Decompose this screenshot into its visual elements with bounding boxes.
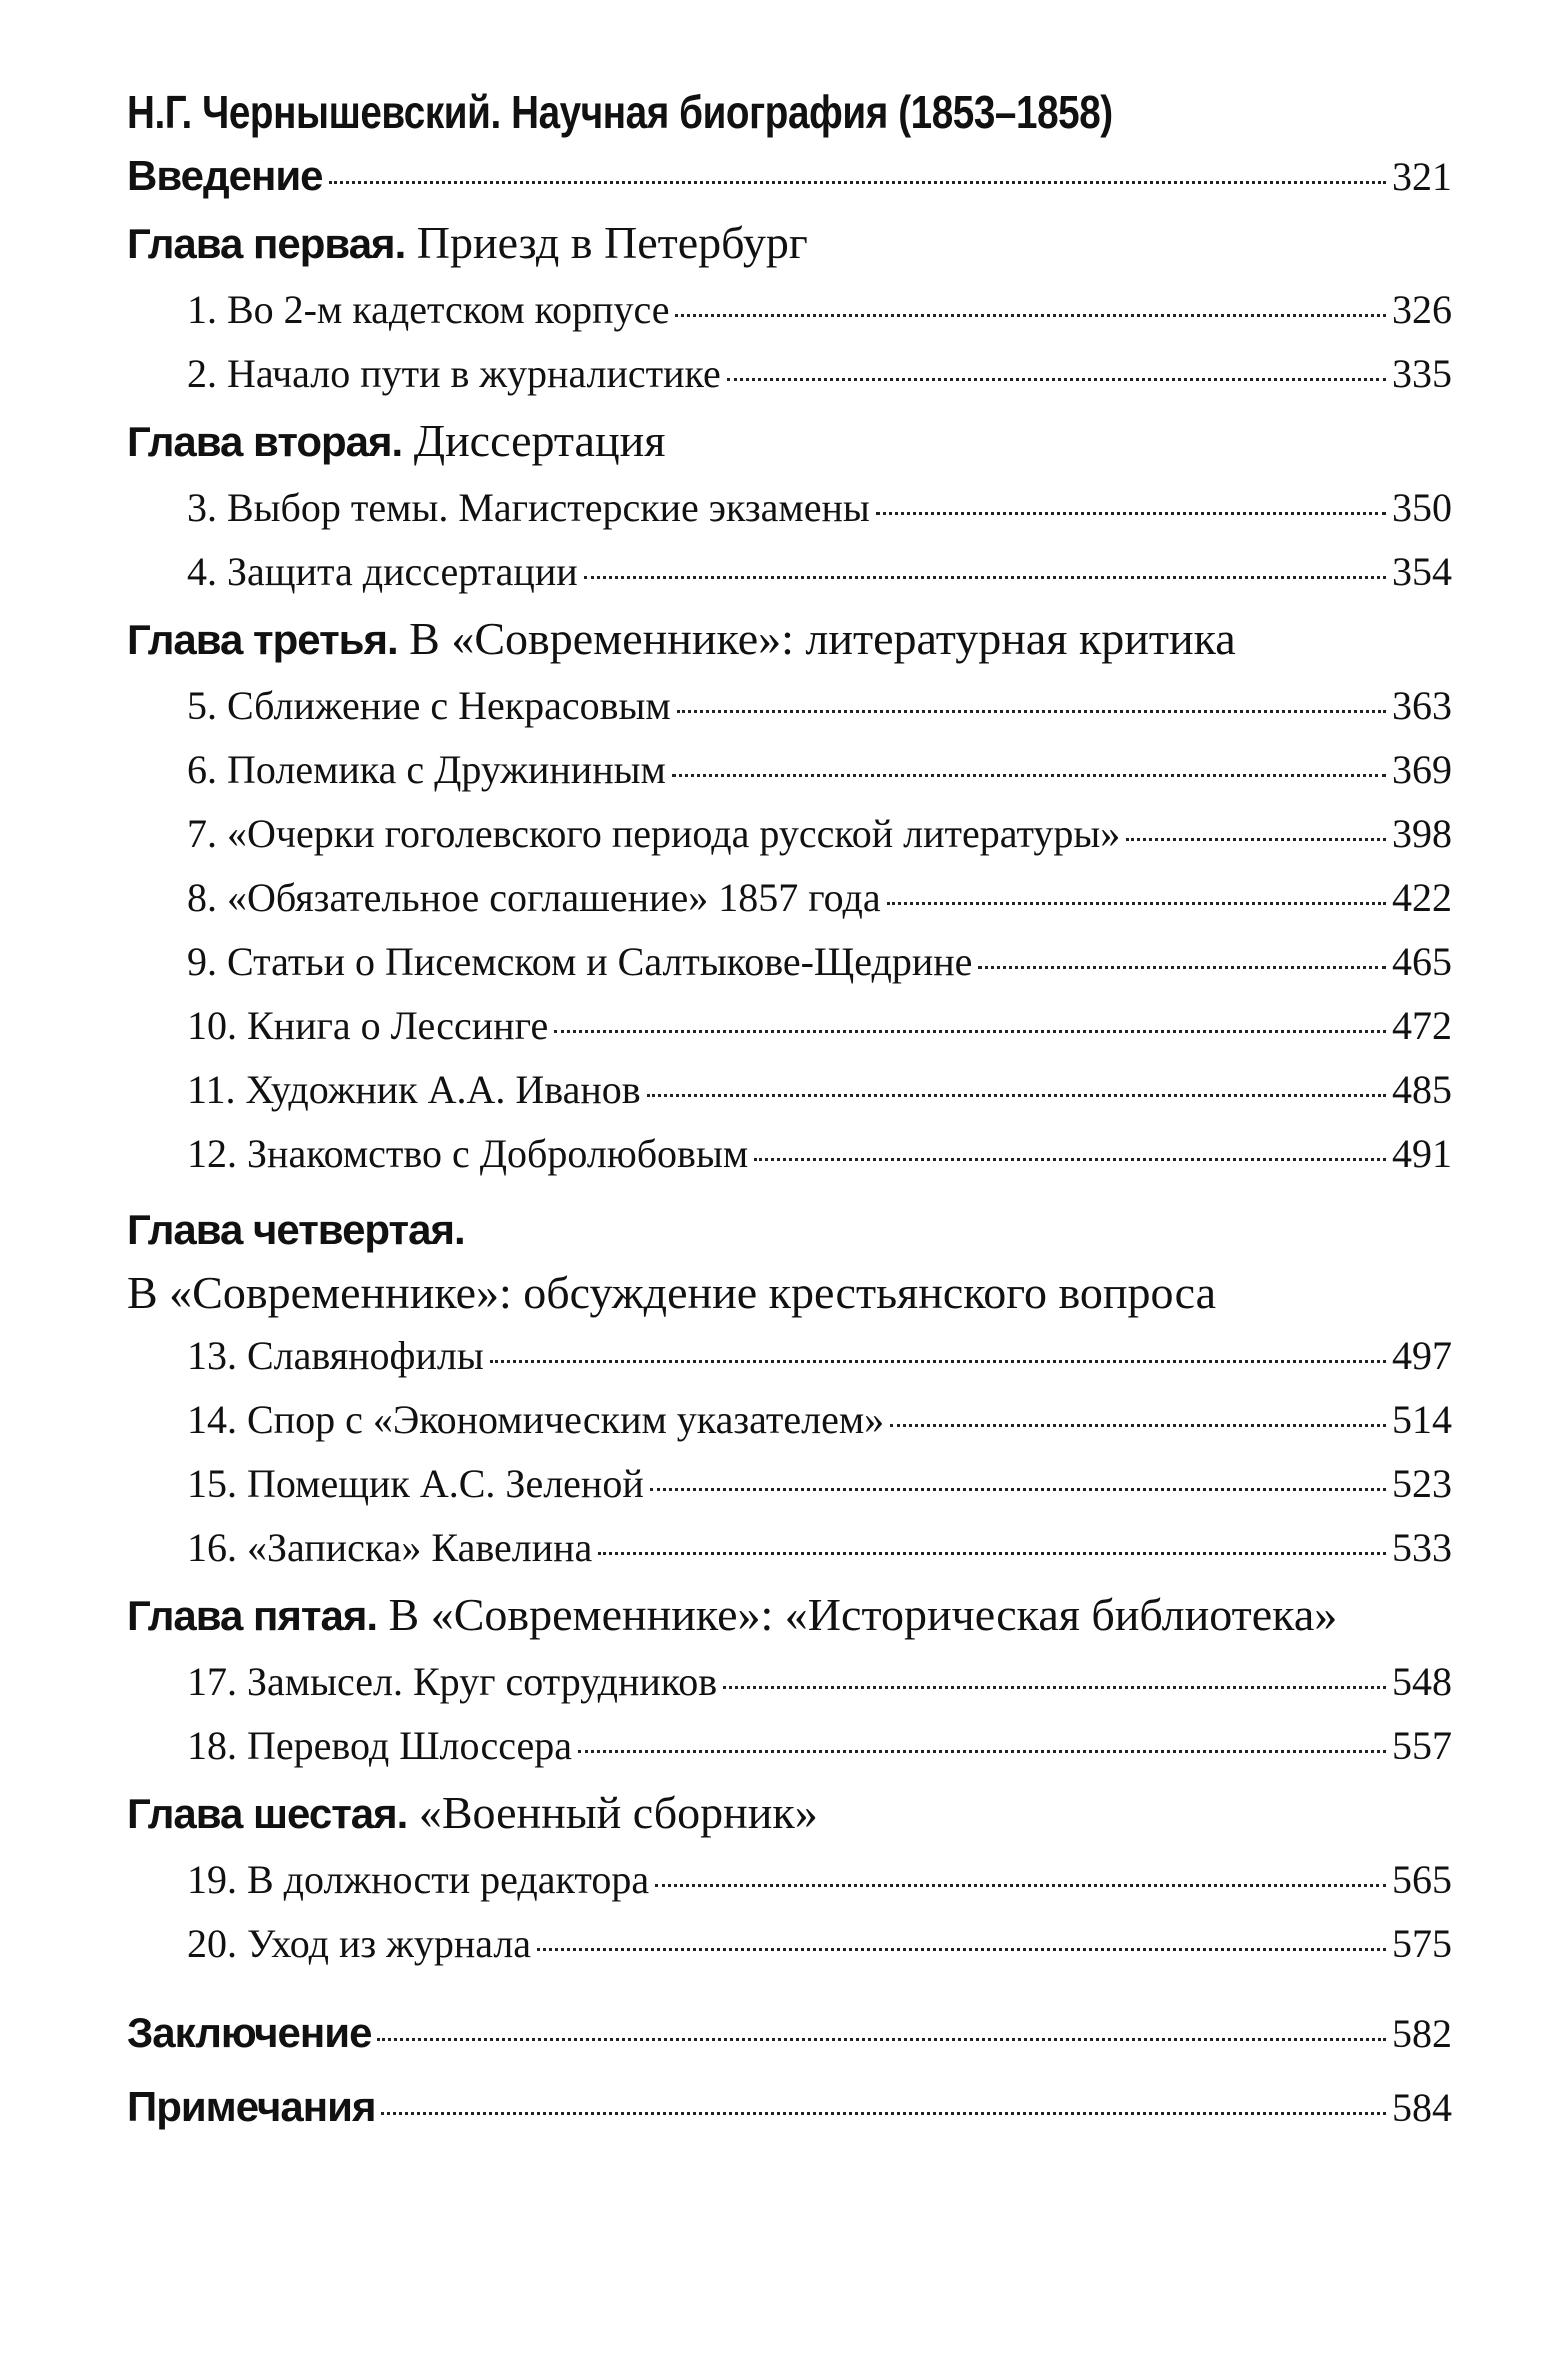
book-title: Н.Г. Чернышевский. Научная биография (1853–1858) [127,86,1113,138]
entry-label: 17. Замысел. Круг сотрудников [187,1659,718,1704]
page-number: 575 [1392,1921,1452,1966]
toc-entry[interactable] [127,1650,1452,1714]
dot-leader [723,1686,1386,1689]
entry-label: 14. Спор с «Экономическим указателем» [187,1397,885,1442]
toc-entry[interactable] [127,540,1452,604]
chapter-label: Глава пятая. [127,1592,378,1639]
dot-leader [381,2112,1386,2115]
dot-leader [554,1030,1386,1033]
dot-leader [490,1360,1386,1363]
entry-label: 9. Статьи о Писемском и Салтыкове-Щедрине [187,939,973,984]
page-number: 584 [1392,2085,1452,2130]
page-number: 350 [1392,485,1452,530]
dot-leader [978,966,1386,969]
entry-label: 18. Перевод Шлоссера [187,1723,573,1768]
page-number: 354 [1392,549,1452,594]
chapter-label: Глава третья. [127,616,398,663]
page-number: 422 [1392,875,1452,920]
page-number: 582 [1392,2011,1452,2056]
page-number: 465 [1392,939,1452,984]
chapter-heading-1 [127,208,1452,278]
page-number: 533 [1392,1525,1452,1570]
dot-leader [329,181,1386,184]
toc-entry[interactable] [127,866,1452,930]
toc-entry[interactable] [127,1452,1452,1516]
entry-label: Введение [127,152,323,199]
page-number: 491 [1392,1131,1452,1176]
toc-entry[interactable] [127,1058,1452,1122]
chapter-title: В «Современнике»: «Историческая библиотека» [388,1589,1338,1640]
dot-leader [754,1158,1386,1161]
entry-label: 4. Защита диссертации [187,549,578,594]
chapter-label: Глава первая. [127,220,406,267]
page-number: 485 [1392,1067,1452,1112]
entry-label: 1. Во 2-м кадетском корпусе [187,287,670,332]
chapter-label: Глава шестая. [127,1790,408,1837]
entry-label: 12. Знакомство с Добролюбовым [187,1131,749,1176]
chapter-heading-6 [127,1778,1452,1848]
toc-entry[interactable] [127,1912,1452,1976]
chapter-heading-4 [127,1196,1452,1262]
table-of-contents [127,80,1452,2144]
entry-label: 20. Уход из журнала [187,1921,532,1966]
chapter-subtitle-4 [127,1262,1452,1324]
dot-leader [377,2038,1386,2041]
toc-entry[interactable] [127,1714,1452,1778]
toc-entry[interactable] [127,342,1452,406]
entry-label: Примечания [127,2083,376,2130]
entry-label: 11. Художник А.А. Иванов [187,1067,641,1112]
page-number: 363 [1392,683,1452,728]
dot-leader [584,576,1386,579]
toc-entry-conclusion[interactable] [127,1996,1452,2070]
entry-label: 13. Славянофилы [187,1333,484,1378]
toc-entry[interactable] [127,1848,1452,1912]
page-number: 398 [1392,811,1452,856]
dot-leader [655,1884,1386,1887]
page-number: 321 [1392,154,1452,199]
page-number: 369 [1392,747,1452,792]
entry-label: 5. Сближение с Некрасовым [187,683,671,728]
entry-label: 16. «Записка» Кавелина [187,1525,593,1570]
entry-label: 15. Помещик А.С. Зеленой [187,1461,644,1506]
chapter-title: «Военный сборник» [418,1787,818,1838]
entry-label: 19. В должности редактора [187,1857,650,1902]
dot-leader [650,1488,1386,1491]
chapter-title: Приезд в Петербург [416,217,808,268]
dot-leader [887,902,1386,905]
toc-entry-introduction[interactable] [127,144,1452,208]
entry-label: 3. Выбор темы. Магистерские экзамены [187,485,870,530]
dot-leader [647,1094,1386,1097]
toc-entry[interactable] [127,1516,1452,1580]
chapter-title: В «Современнике»: литературная критика [409,613,1236,664]
entry-label: 6. Полемика с Дружининым [187,747,666,792]
chapter-title: Диссертация [413,415,666,466]
toc-entry[interactable] [127,1388,1452,1452]
toc-entry[interactable] [127,476,1452,540]
entry-label: Заключение [127,2009,372,2056]
entry-label: 10. Книга о Лессинге [187,1003,549,1048]
page-number: 565 [1392,1857,1452,1902]
entry-label: 7. «Очерки гоголевского периода русской литературы» [187,811,1121,856]
page-number: 497 [1392,1333,1452,1378]
toc-entry-notes[interactable] [127,2070,1452,2144]
page-number: 548 [1392,1659,1452,1704]
dot-leader [578,1750,1386,1753]
chapter-title: В «Современнике»: обсуждение крестьянского вопроса [127,1267,1217,1318]
dot-leader [1126,838,1386,841]
page-number: 335 [1392,351,1452,396]
dot-leader [677,710,1386,713]
chapter-heading-3 [127,604,1452,674]
toc-entry[interactable] [127,802,1452,866]
chapter-label: Глава четвертая. [127,1206,465,1253]
dot-leader [537,1948,1386,1951]
toc-entry[interactable] [127,738,1452,802]
chapter-label: Глава вторая. [127,418,403,465]
toc-entry[interactable] [127,1122,1452,1186]
toc-entry[interactable] [127,278,1452,342]
page-number: 514 [1392,1397,1452,1442]
page-number: 557 [1392,1723,1452,1768]
page-number: 523 [1392,1461,1452,1506]
toc-entry[interactable] [127,930,1452,994]
dot-leader [876,512,1386,515]
page-number: 472 [1392,1003,1452,1048]
chapter-heading-5 [127,1580,1452,1650]
entry-label: 8. «Обязательное соглашение» 1857 года [187,875,881,920]
toc-entry[interactable] [127,674,1452,738]
entry-label: 2. Начало пути в журналистике [187,351,721,396]
dot-leader [727,378,1386,381]
page-number: 326 [1392,287,1452,332]
spacer [127,1976,1452,1996]
toc-entry[interactable] [127,1324,1452,1388]
dot-leader [675,314,1386,317]
dot-leader [890,1424,1386,1427]
dot-leader [598,1552,1386,1555]
chapter-heading-2 [127,406,1452,476]
toc-entry[interactable] [127,994,1452,1058]
dot-leader [672,774,1386,777]
